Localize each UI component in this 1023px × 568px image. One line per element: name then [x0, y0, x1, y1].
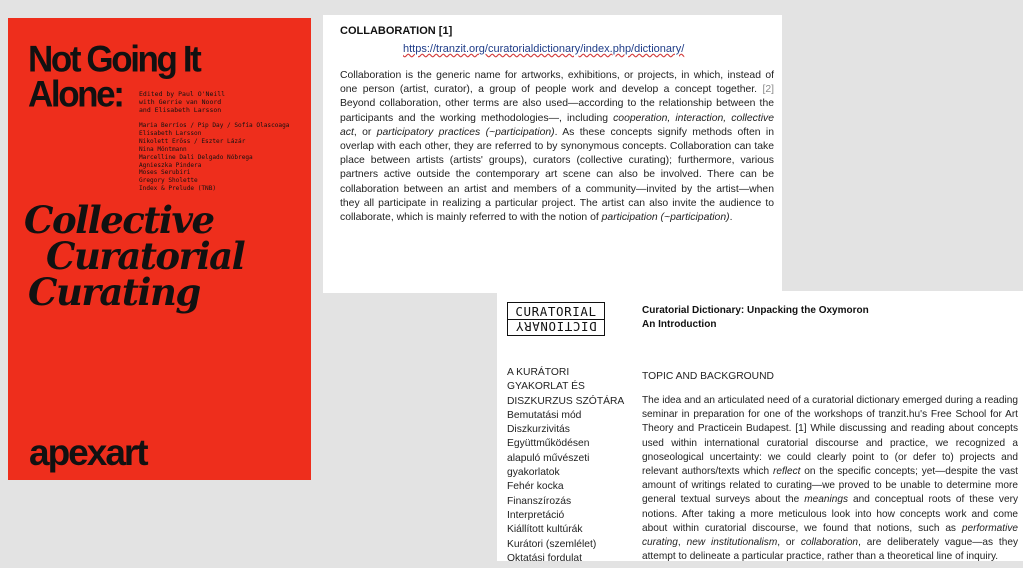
intro-title-line: An Introduction — [642, 319, 717, 330]
body-text: . — [729, 212, 733, 224]
para-text: , are deliberately vague—as they attempt to delineate a particular practice, rather than a theoretical line of inquiry. — [642, 537, 1018, 561]
para-italic: performative curating — [642, 522, 1018, 549]
sidebar-item[interactable]: Interpretáció — [507, 509, 565, 521]
contributor: Maria Berríos / Pip Day / Sofía Olascoaga — [139, 122, 290, 129]
sidebar-item[interactable]: Bemutatási mód — [507, 409, 582, 421]
sidebar-item[interactable]: Oktatási fordulat — [507, 552, 582, 561]
curatorial-dictionary-intro — [497, 291, 1023, 561]
contributor: Elisabeth Larsson — [139, 129, 202, 137]
sidebar-item[interactable]: Diszkurzivitás — [507, 424, 570, 436]
sidebar-item[interactable]: alapuló művészeti — [507, 452, 590, 464]
logo-word-flipped: DICTIONARY — [515, 319, 597, 334]
dictionary-url-link[interactable]: https://tranzit.org/curatorialdictionary/index.php/dictionary/ — [403, 43, 685, 55]
body-text: Collaboration is the generic name for artworks, exhibitions, or projects, in which, instead of one person (artist, curator), a group of people work and develop a concept together. — [340, 70, 774, 96]
cover-editors-line: and Elisabeth Larsson — [139, 106, 222, 114]
cover-script-line: Collective — [24, 198, 214, 242]
sidebar-item[interactable]: Kiállított kultúrák — [507, 524, 583, 536]
body-text: . As these concepts signify methods often in overlap with each other, they are referred to by synonymous concepts. Collaboration can take place between artists (artists' groups), curators (collective curating); furthermore, various partners active outside the contemporary art scene can also be involved. There can be collaboration between an artist and members of a community—invited by the artist—when they all participate in realizing a particular project. The artist can also invite the audience to collaborate, which is mainly referred to with the notion of — [340, 126, 774, 224]
body-text: Beyond collaboration, other terms are also used—according to the relationship between the participants and the working methodologies—, including — [340, 98, 774, 124]
sidebar-heading: A KURÁTORI — [507, 367, 570, 378]
book-cover — [8, 18, 311, 480]
body-italic: cooperation, interaction, collective act — [340, 112, 775, 138]
body-text: , or — [353, 126, 377, 138]
cover-script-line: Curatorial — [46, 234, 245, 278]
cover-contributors — [139, 122, 289, 193]
dictionary-sidebar — [507, 366, 624, 561]
citation-link[interactable]: [2] — [762, 84, 774, 96]
cover-editors-line: Edited by Paul O'Neill — [139, 90, 226, 98]
entry-body — [340, 69, 774, 225]
intro-title — [642, 304, 869, 332]
sidebar-item[interactable]: Együttműködésen — [507, 438, 590, 450]
sidebar-item[interactable]: Kurátori (szemlélet) — [507, 538, 597, 550]
para-text: on the specific concepts; yet—despite the vast amount of writings related to curating—we proved to be unable to determine more general textual surveys about the — [642, 466, 1018, 506]
para-text: , — [677, 537, 687, 549]
cover-title-line: Not Going It — [28, 38, 200, 81]
para-italic: collaboration — [800, 537, 859, 549]
cover-script-line: Curating — [28, 270, 200, 314]
cover-editors-line: with Gerrie van Noord — [139, 98, 222, 106]
cover-subtitle-script — [24, 198, 245, 314]
cover-editors — [139, 90, 225, 114]
contributor: Gregory Sholette — [139, 177, 198, 185]
contributor: Nina Möntmann — [139, 145, 187, 153]
curatorial-dictionary-logo — [507, 302, 605, 336]
para-text: The idea and an articulated need of a curatorial dictionary emerged during a reading seminar in preparation for one of the workshops of tranzit.hu's Free School for Art Theory and Practicein Budapest. [1] While discussing and reading about concepts used within international curatorial discourse and practice, we recognized a gnoseological uncertainty: we could clearly point to (or defer to) projects and relevant authors/texts which — [642, 395, 1018, 478]
contributor: Nikolett Erőss / Eszter Lázár — [139, 137, 246, 145]
entry-heading — [340, 25, 452, 37]
contributor: Marcelline Dali Delgado Nóbrega — [139, 153, 253, 161]
section-heading: TOPIC AND BACKGROUND — [642, 371, 774, 382]
contributor: Moses Serubiri — [139, 169, 191, 177]
para-italic: reflect — [772, 466, 801, 478]
body-italic: participation (~participation) — [601, 212, 730, 224]
para-text: , or — [777, 537, 801, 549]
sidebar-heading: GYAKORLAT ÉS — [507, 381, 585, 393]
sidebar-heading: DISZKURZUS SZÓTÁRA — [507, 395, 625, 407]
para-italic: new institutionalism — [686, 537, 778, 549]
entry-heading-text: COLLABORATION — [340, 25, 436, 37]
contributor: Index & Prelude (TNB) — [139, 185, 217, 193]
contributor: Agnieszka Pindera — [139, 161, 202, 169]
cover-publisher: apexart — [29, 432, 147, 473]
sidebar-item[interactable]: Fehér kocka — [507, 481, 564, 493]
entry-heading-ref[interactable]: [1] — [438, 25, 453, 37]
collaboration-entry — [323, 15, 782, 293]
sidebar-item[interactable]: Finanszírozás — [507, 495, 572, 507]
para-text: and conceptual roots of these very notions. After taking a more meticulous look into how concepts work and come about within curatorial discourse, we found that notions, such as — [642, 494, 1019, 534]
sidebar-item[interactable]: gyakorlatok — [507, 467, 560, 479]
body-italic: participatory practices (~participation) — [376, 126, 555, 138]
logo-word: CURATORIAL — [515, 304, 597, 319]
intro-title-line: Curatorial Dictionary: Unpacking the Oxymoron — [642, 305, 869, 316]
intro-paragraph — [642, 394, 1018, 561]
para-italic: meanings — [804, 494, 849, 506]
cover-title-line: Alone: — [28, 73, 123, 116]
